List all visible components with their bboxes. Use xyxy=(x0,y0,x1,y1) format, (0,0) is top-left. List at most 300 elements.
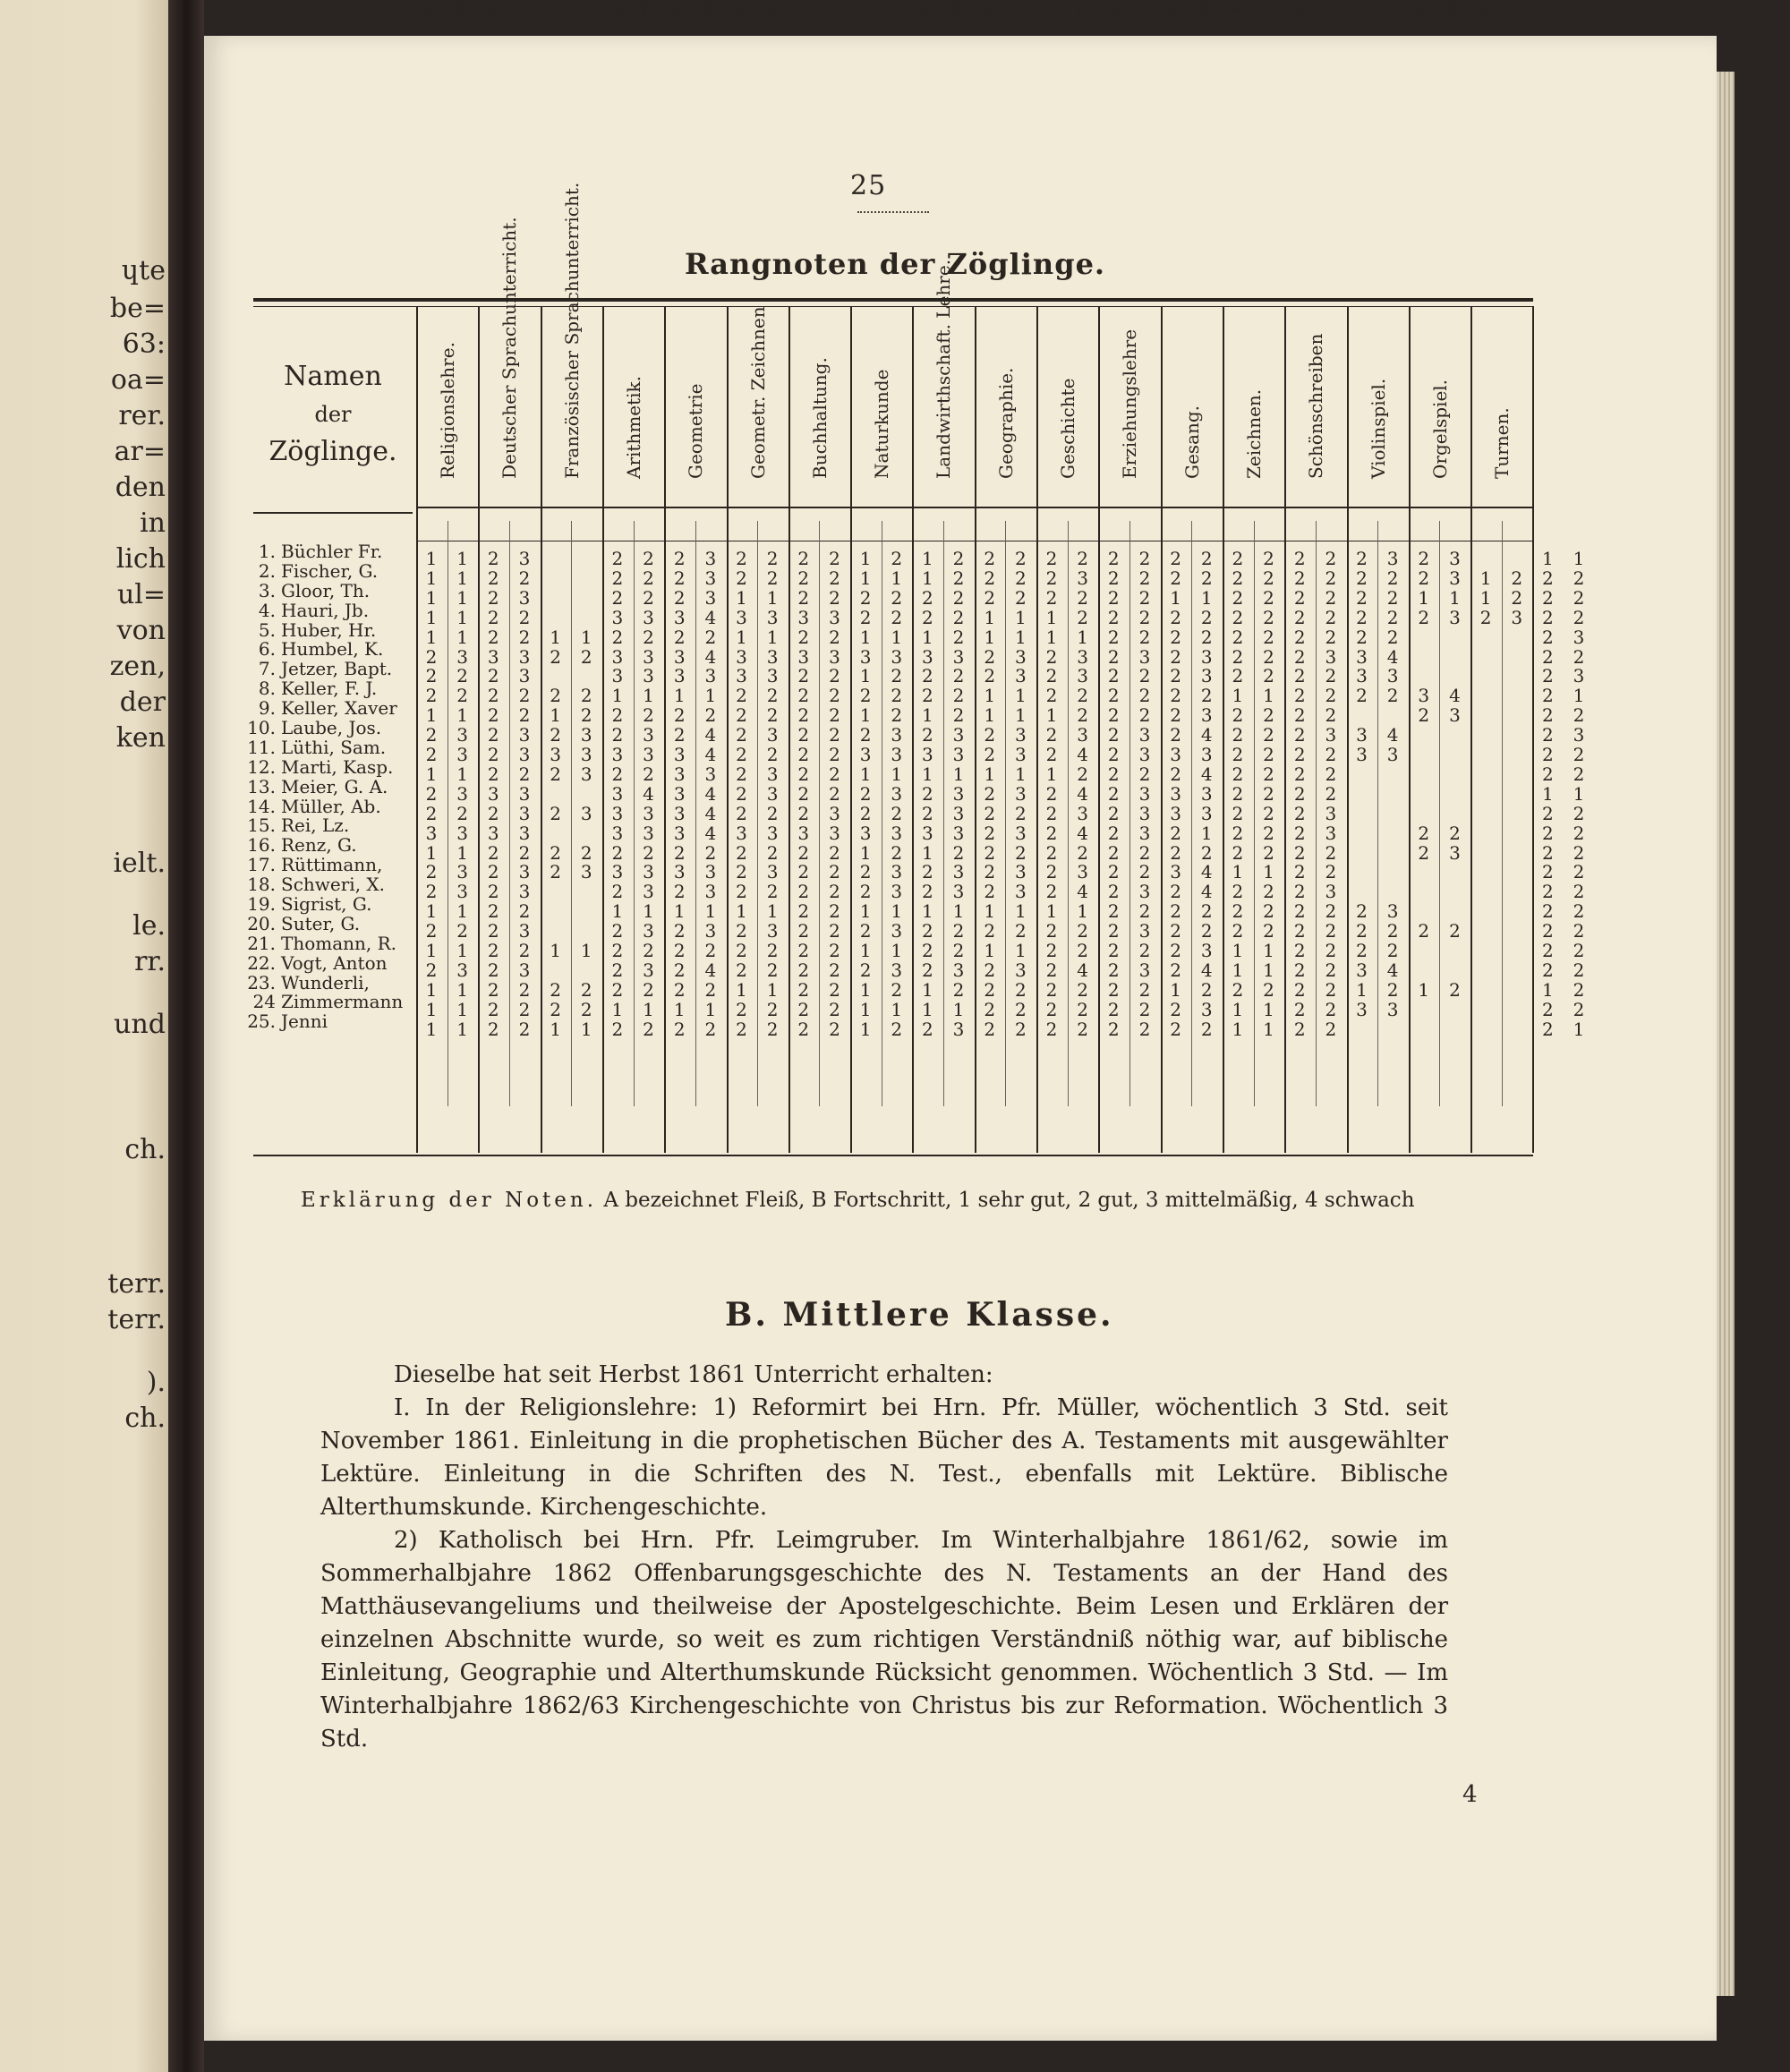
grade-cell: 1 xyxy=(922,626,933,648)
grade-cell: 2 xyxy=(518,940,531,961)
grade-cell: 4 xyxy=(704,724,717,746)
ab-label: A. xyxy=(1416,0,1432,17)
ab-label: B. xyxy=(1075,0,1091,17)
grade-cell: 3 xyxy=(1386,744,1399,765)
grade-cell: 2 xyxy=(550,724,561,746)
grade-cell: 3 xyxy=(1511,606,1523,628)
grade-cell: 3 xyxy=(643,822,654,844)
grade-cell: 2 xyxy=(1542,763,1554,785)
grade-cell: 2 xyxy=(1356,548,1368,569)
grade-cell: 2 xyxy=(1418,920,1430,942)
grade-cell: 2 xyxy=(984,567,996,589)
grade-cell: 2 xyxy=(1077,586,1088,609)
grade-cell: 4 xyxy=(1386,959,1399,981)
grade-cell: 2 xyxy=(1325,744,1337,765)
grade-cell: 1 xyxy=(1573,1018,1585,1040)
grade-cell: 2 xyxy=(1200,548,1213,569)
grade-cell: 1 xyxy=(1356,978,1368,1001)
grade-cell: 1 xyxy=(922,900,933,923)
grade-cell: 2 xyxy=(1232,665,1244,687)
grade-cell: 3 xyxy=(673,782,686,805)
grade-cell: 2 xyxy=(1325,978,1337,1001)
grade-cell: 1 xyxy=(1232,998,1244,1020)
grade-cell: 2 xyxy=(1325,586,1337,609)
grade-cell: 2 xyxy=(1542,1018,1554,1040)
legend xyxy=(301,1189,1482,1212)
grade-cell: 3 xyxy=(859,744,872,765)
grade-cell: 2 xyxy=(518,763,531,785)
grade-cell: 2 xyxy=(580,841,592,864)
page-number: 25 xyxy=(850,170,887,201)
grade-cell: 3 xyxy=(611,822,624,844)
grade-cell: 2 xyxy=(550,802,561,824)
grade-cell: 4 xyxy=(704,782,717,805)
grade-cell: 3 xyxy=(643,724,654,746)
grade-cell: 2 xyxy=(1325,1018,1337,1040)
grade-cell: 3 xyxy=(891,744,903,765)
grade-cell: 2 xyxy=(1232,841,1244,864)
grade-cell: 1 xyxy=(1263,685,1274,707)
grade-cell: 2 xyxy=(1356,626,1368,648)
grade-cell: 2 xyxy=(1138,940,1151,961)
grade-cell: 2 xyxy=(891,802,903,824)
grade-cell: 2 xyxy=(1200,567,1213,589)
grade-cell: 2 xyxy=(1107,567,1120,589)
grade-cell: 2 xyxy=(1045,665,1058,687)
grade-cell: 2 xyxy=(425,685,438,707)
subject-header xyxy=(481,217,538,499)
grade-cell: 1 xyxy=(891,940,903,961)
grade-cell: 2 xyxy=(518,900,531,923)
grade-cell: 2 xyxy=(984,645,996,668)
student-row xyxy=(243,816,419,836)
grade-cell: 2 xyxy=(1014,998,1027,1020)
grade-cell: 2 xyxy=(1542,645,1554,668)
grade-cell: 2 xyxy=(984,920,996,942)
grade-cell: 3 xyxy=(1077,724,1088,746)
subject-header xyxy=(1287,315,1344,499)
grade-cell: 1 xyxy=(984,704,996,727)
grade-cell: 2 xyxy=(1138,978,1151,1001)
grade-cell: 3 xyxy=(1356,744,1368,765)
grade-cell: 2 xyxy=(1170,920,1181,942)
grade-cell: 2 xyxy=(1293,548,1306,569)
grade-cell: 3 xyxy=(766,665,779,687)
grade-cell: 2 xyxy=(922,1018,933,1040)
grade-cell: 2 xyxy=(952,978,965,1001)
grade-cell: 2 xyxy=(984,782,996,805)
grade-cell: 3 xyxy=(1449,548,1461,569)
book-gutter xyxy=(168,0,204,2072)
grade-cell: 3 xyxy=(704,763,717,785)
grade-cell: 1 xyxy=(1045,606,1058,628)
grade-cell: 2 xyxy=(1138,704,1151,727)
grade-cell: 2 xyxy=(1325,626,1337,648)
grade-cell: 2 xyxy=(1077,978,1088,1001)
grade-cell: 1 xyxy=(891,567,903,589)
student-number: 1. xyxy=(258,541,276,562)
subject-header-label: Arithmetik. xyxy=(622,375,644,479)
grade-cell: 3 xyxy=(518,782,531,805)
grade-cell: 2 xyxy=(611,567,624,589)
grade-cell: 1 xyxy=(859,1018,872,1040)
grade-cell: 3 xyxy=(1386,665,1399,687)
student-name: Gloor, Th. xyxy=(281,579,371,601)
grade-cell: 1 xyxy=(580,940,592,961)
grade-cell: 3 xyxy=(643,959,654,981)
grade-cell: 2 xyxy=(1418,704,1430,727)
grade-cell: 2 xyxy=(1107,665,1120,687)
grade-cell: 2 xyxy=(1356,606,1368,628)
left-page-fragment: zen, xyxy=(109,651,166,682)
grade-cell: 2 xyxy=(984,841,996,864)
grade-cell: 3 xyxy=(952,724,965,746)
grade-cell: 2 xyxy=(1170,1018,1181,1040)
grade-cell: 1 xyxy=(891,626,903,648)
student-row xyxy=(243,660,419,679)
grade-cell: 4 xyxy=(1449,685,1461,707)
grade-cell: 4 xyxy=(1200,861,1213,883)
student-number: 6. xyxy=(258,638,276,661)
ab-label: A. xyxy=(485,0,501,17)
grade-cell: 2 xyxy=(550,685,561,707)
grade-cell: 3 xyxy=(580,802,592,824)
grade-cell: 2 xyxy=(1542,606,1554,628)
grade-cell: 1 xyxy=(1449,586,1461,609)
grade-cell: 1 xyxy=(704,998,717,1020)
grade-cell: 4 xyxy=(704,606,717,628)
student-number: 11. xyxy=(247,736,276,758)
grade-cell: 2 xyxy=(1325,900,1337,923)
grade-cell: 2 xyxy=(611,920,624,942)
grade-cell: 1 xyxy=(1542,548,1554,569)
grade-cell: 2 xyxy=(1511,567,1523,589)
grade-cell: 3 xyxy=(611,645,624,668)
student-name: Huber, Hr. xyxy=(281,618,377,641)
student-number: 15. xyxy=(247,814,276,837)
left-page-fragment: terr. xyxy=(107,1304,166,1335)
grade-cell: 2 xyxy=(829,724,840,746)
grade-cell: 3 xyxy=(1325,881,1337,903)
left-page-fragment: von xyxy=(116,615,166,646)
grade-cell: 2 xyxy=(1293,763,1306,785)
grade-cell: 2 xyxy=(797,900,810,923)
grade-cell: 3 xyxy=(1449,606,1461,628)
student-row xyxy=(243,895,419,915)
grade-cell: 2 xyxy=(1293,567,1306,589)
grade-cell: 3 xyxy=(456,881,468,903)
grade-cell: 3 xyxy=(673,606,686,628)
grade-cell: 3 xyxy=(922,744,933,765)
grade-cell: 2 xyxy=(1107,586,1120,609)
grade-cell: 2 xyxy=(550,645,561,668)
grade-cell: 2 xyxy=(1107,978,1120,1001)
subject-header-label: Orgelspiel. xyxy=(1428,379,1451,479)
grade-cell: 2 xyxy=(736,704,747,727)
grade-cell: 3 xyxy=(673,861,686,883)
ab-label: B. xyxy=(1385,0,1401,17)
grade-cell: 2 xyxy=(1325,861,1337,883)
grade-cell: 1 xyxy=(891,998,903,1020)
grade-cell: 2 xyxy=(704,626,717,648)
subject-header-label: Französischer Sprachunterricht. xyxy=(560,182,583,479)
grade-cell: 2 xyxy=(1263,567,1274,589)
grade-cell: 2 xyxy=(952,626,965,648)
grade-cell: 2 xyxy=(891,548,903,569)
grade-cell: 2 xyxy=(1138,586,1151,609)
grade-cell: 1 xyxy=(952,998,965,1020)
grade-cell: 2 xyxy=(704,978,717,1001)
subject-header xyxy=(1473,315,1530,499)
grade-cell: 2 xyxy=(984,861,996,883)
grade-cell: 2 xyxy=(518,998,531,1020)
grade-cell: 2 xyxy=(425,782,438,805)
grade-cell: 1 xyxy=(1263,1018,1274,1040)
grade-cell: 2 xyxy=(829,861,840,883)
grade-cell: 3 xyxy=(1138,802,1151,824)
grade-cell: 3 xyxy=(952,645,965,668)
student-name: Thomann, R. xyxy=(281,932,397,954)
grade-cell: 1 xyxy=(1418,586,1430,609)
grade-cell: 2 xyxy=(1356,940,1368,961)
grade-cell: 3 xyxy=(766,920,779,942)
grade-cell: 3 xyxy=(859,645,872,668)
grade-cell: 2 xyxy=(1293,861,1306,883)
grade-cell: 1 xyxy=(425,900,438,923)
grade-cell: 2 xyxy=(1293,685,1306,707)
grade-cell: 2 xyxy=(1479,606,1492,628)
grade-cell: 2 xyxy=(1325,606,1337,628)
grade-cell: 3 xyxy=(766,822,779,844)
grade-cell: 2 xyxy=(487,841,499,864)
grade-cell: 1 xyxy=(1014,685,1027,707)
grade-cell: 2 xyxy=(797,940,810,961)
grade-cell: 2 xyxy=(984,959,996,981)
student-number: 8. xyxy=(258,678,276,700)
grade-cell: 2 xyxy=(1170,841,1181,864)
student-row xyxy=(243,856,419,875)
grade-cell: 2 xyxy=(1170,685,1181,707)
grade-cell: 2 xyxy=(611,763,624,785)
subject-header xyxy=(1350,315,1407,499)
grade-cell: 2 xyxy=(952,665,965,687)
subject-header xyxy=(667,315,724,499)
grade-cell: 2 xyxy=(1263,606,1274,628)
grade-cell: 2 xyxy=(1542,822,1554,844)
grade-cell: 3 xyxy=(1356,724,1368,746)
grade-cell: 1 xyxy=(456,567,468,589)
grade-cell: 2 xyxy=(829,704,840,727)
grade-cell: 3 xyxy=(580,861,592,883)
grade-cell: 3 xyxy=(891,861,903,883)
grade-cell: 1 xyxy=(1014,626,1027,648)
grade-cell: 3 xyxy=(1449,841,1461,864)
grade-cell: 2 xyxy=(797,763,810,785)
grade-cell: 3 xyxy=(704,665,717,687)
paragraph-3: 2) Katholisch bei Hrn. Pfr. Leimgruber. Im Winterhalbjahre 1861/62, sowie im Sommerhalbjahre 1862 Offenbarungsgeschichte des N. Testaments an der Hand des Matthäusevangeliums und theilweise der Apostelgeschichte. Beim Lesen und Erklären der einzelnen Abschnitte wurde, so weit es zum richtigen Verständniß nöthig war, auf biblische Einleitung, Geographie und Alterthumskunde Rücksicht genommen. Wöchentlich 3 Std. — Im Winterhalbjahre 1862/63 Kirchengeschichte von Christus bis zur Reformation. Wöchentlich 3 Std. xyxy=(320,1527,1448,1752)
grade-cell: 2 xyxy=(952,920,965,942)
grade-cell: 3 xyxy=(1014,861,1027,883)
grade-cell: 4 xyxy=(1077,782,1088,805)
grade-cell: 2 xyxy=(797,626,810,648)
grade-cell: 1 xyxy=(952,763,965,785)
grade-cell: 2 xyxy=(1293,645,1306,668)
grade-cell: 2 xyxy=(984,548,996,569)
grade-cell: 2 xyxy=(704,940,717,961)
paragraph-1: Dieselbe hat seit Herbst 1861 Unterricht erhalten: xyxy=(394,1361,993,1388)
ab-label: B. xyxy=(1137,0,1153,17)
grade-cell: 2 xyxy=(736,861,747,883)
grade-cell: 2 xyxy=(1542,704,1554,727)
grade-cell: 2 xyxy=(1542,567,1554,589)
grade-cell: 2 xyxy=(1170,959,1181,981)
grade-cell: 1 xyxy=(859,841,872,864)
grade-cell: 1 xyxy=(425,763,438,785)
grade-cell: 2 xyxy=(1325,782,1337,805)
grade-cell: 2 xyxy=(1263,822,1274,844)
grade-cell: 4 xyxy=(704,822,717,844)
grade-cell: 2 xyxy=(1107,685,1120,707)
grade-cell: 2 xyxy=(797,567,810,589)
grade-cell: 2 xyxy=(456,802,468,824)
grade-cell: 2 xyxy=(1077,841,1088,864)
grade-cell: 2 xyxy=(1200,920,1213,942)
grade-cell: 2 xyxy=(1263,841,1274,864)
grade-cell: 2 xyxy=(736,881,747,903)
grade-cell: 2 xyxy=(859,782,872,805)
grade-cell: 2 xyxy=(736,1018,747,1040)
grade-cell: 2 xyxy=(550,998,561,1020)
grade-cell: 2 xyxy=(1014,567,1027,589)
grade-cell: 3 xyxy=(1200,940,1213,961)
grade-cell: 1 xyxy=(736,586,747,609)
ab-label: B. xyxy=(1447,0,1462,17)
grade-cell: 2 xyxy=(1107,1018,1120,1040)
grade-cell: 3 xyxy=(1573,665,1585,687)
grade-cell: 1 xyxy=(1263,940,1274,961)
grade-cell: 2 xyxy=(487,724,499,746)
grade-cell: 3 xyxy=(891,959,903,981)
grade-cell: 2 xyxy=(1107,920,1120,942)
grade-cell: 2 xyxy=(1511,586,1523,609)
grade-cell: 3 xyxy=(1170,802,1181,824)
grade-cell: 1 xyxy=(673,998,686,1020)
grade-cell: 3 xyxy=(643,606,654,628)
grade-cell: 1 xyxy=(1479,586,1492,609)
grade-cell: 2 xyxy=(766,940,779,961)
grade-cell: 1 xyxy=(891,763,903,785)
student-number: 3. xyxy=(258,579,276,601)
grade-cell: 3 xyxy=(766,724,779,746)
grade-cell: 3 xyxy=(704,920,717,942)
grade-cell: 2 xyxy=(1293,802,1306,824)
grade-cell: 2 xyxy=(1138,861,1151,883)
grade-cell: 1 xyxy=(984,626,996,648)
student-row xyxy=(243,951,419,974)
grade-cell: 2 xyxy=(922,665,933,687)
grade-cell: 3 xyxy=(673,822,686,844)
left-page-fragment: lich xyxy=(115,543,166,575)
grade-cell: 3 xyxy=(952,881,965,903)
subject-header-label: Religionslehre. xyxy=(437,342,458,479)
grade-cell: 2 xyxy=(1170,567,1181,589)
grade-cell: 2 xyxy=(1107,782,1120,805)
grade-cell: 3 xyxy=(1325,724,1337,746)
grade-cell: 1 xyxy=(984,685,996,707)
grade-cell: 2 xyxy=(1542,685,1554,707)
ab-label: A. xyxy=(423,0,439,17)
grade-cell: 1 xyxy=(704,685,717,707)
grade-cell: 1 xyxy=(922,978,933,1001)
paragraph-2: I. In der Religionslehre: 1) Reformirt bei Hrn. Pfr. Müller, wöchentlich 3 Std. seit November 1861. Einleitung in die prophetischen Bücher des A. Testaments mit ausgewählter Lektüre. Einleitung in die Schriften des N. Test., ebenfalls mit Lektüre. Biblische Alterthumskunde. Kirchengeschichte. xyxy=(320,1394,1448,1521)
grade-cell: 2 xyxy=(550,763,561,785)
grade-cell: 2 xyxy=(1263,920,1274,942)
grade-cell: 2 xyxy=(797,548,810,569)
grade-cell: 2 xyxy=(1449,822,1461,844)
grade-cell: 2 xyxy=(829,763,840,785)
grade-cell: 2 xyxy=(673,724,686,746)
grade-cell: 2 xyxy=(1200,978,1213,1001)
student-row xyxy=(243,1012,419,1032)
grade-cell: 1 xyxy=(1170,586,1181,609)
grade-cell: 2 xyxy=(1232,802,1244,824)
student-name: Vogt, Anton xyxy=(281,951,388,974)
grade-cell: 2 xyxy=(952,940,965,961)
grade-cell: 2 xyxy=(673,704,686,727)
grade-cell: 2 xyxy=(1325,665,1337,687)
grade-cell: 2 xyxy=(1232,900,1244,923)
grade-cell: 2 xyxy=(1293,665,1306,687)
grade-cell: 3 xyxy=(487,822,499,844)
grade-cell: 3 xyxy=(891,822,903,844)
grade-cell: 2 xyxy=(736,998,747,1020)
left-page-fragment: terr. xyxy=(107,1268,166,1300)
grade-cell: 2 xyxy=(797,744,810,765)
grade-cell: 2 xyxy=(1170,606,1181,628)
grade-cell: 1 xyxy=(1045,704,1058,727)
grade-cell: 2 xyxy=(1263,548,1274,569)
grade-cell: 2 xyxy=(736,763,747,785)
grade-cell: 2 xyxy=(797,978,810,1001)
student-name: Rüttimann, xyxy=(281,854,383,876)
grade-cell: 2 xyxy=(1418,567,1430,589)
grade-cell: 2 xyxy=(1325,567,1337,589)
grade-cell: 1 xyxy=(456,1018,468,1040)
grade-cell: 2 xyxy=(1325,959,1337,981)
grade-cell: 2 xyxy=(1138,626,1151,648)
grade-cell: 2 xyxy=(487,763,499,785)
grade-cell: 3 xyxy=(891,645,903,668)
grade-cell: 2 xyxy=(1542,920,1554,942)
grade-cell: 1 xyxy=(611,685,624,707)
grade-cell: 1 xyxy=(425,567,438,589)
grade-cell: 2 xyxy=(1293,940,1306,961)
grade-cell: 2 xyxy=(1138,1018,1151,1040)
student-row xyxy=(243,719,419,738)
grade-cell: 2 xyxy=(1200,606,1213,628)
grade-cell: 2 xyxy=(487,665,499,687)
grade-cell: 4 xyxy=(1200,724,1213,746)
grade-cell: 2 xyxy=(487,1018,499,1040)
grade-cell: 1 xyxy=(425,978,438,1001)
legend-text: A bezeichnet Fleiß, B Fortschritt, 1 sehr gut, 2 gut, 3 mittelmäßig, 4 schwach xyxy=(603,1189,1415,1212)
grade-cell: 1 xyxy=(456,900,468,923)
grade-cell: 3 xyxy=(518,881,531,903)
grade-cell: 1 xyxy=(550,626,561,648)
grade-cell: 2 xyxy=(1138,998,1151,1020)
grade-cell: 3 xyxy=(766,782,779,805)
grade-cell: 2 xyxy=(1542,724,1554,746)
